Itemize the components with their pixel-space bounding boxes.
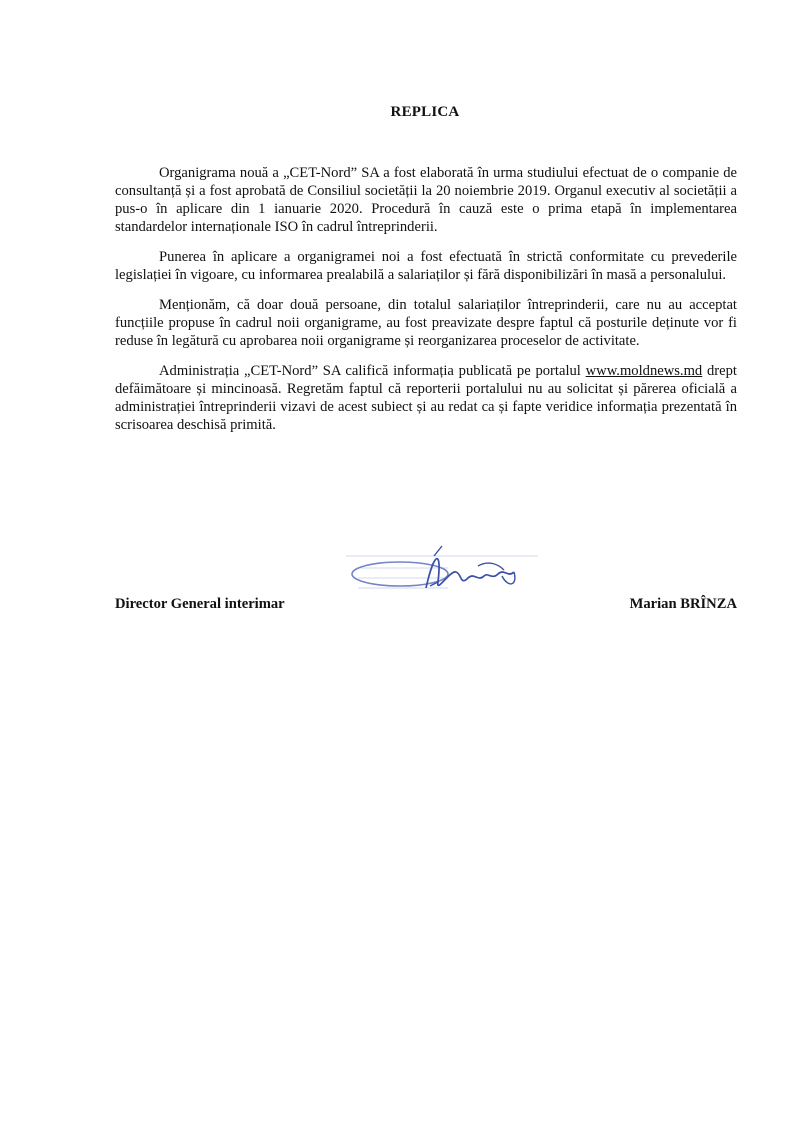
paragraph-3: Menționăm, că doar două persoane, din totalul salariaților întreprinderii, care nu au acceptat funcțiile propuse în cadrul noii organigrame, au fost preavizate despre faptul că posturile deținute vor fi reduse în legătură cu aprobarea noii organigrame și reorganizarea proceselor de activitate.: [115, 297, 737, 349]
paragraph-4-start: Administrația „CET-Nord” SA califică informația publicată pe portalul: [159, 363, 586, 379]
paragraph-4-end: drept defăimătoare și mincinoasă. Regretăm faptul că reporterii portalului nu au solicitat și părerea oficială a administrației întreprinderii vizavi de acest subiect și au redat ca și fapte veridice informația prezentată în scrisoarea deschisă primită.: [115, 363, 737, 433]
signature-line: [115, 596, 737, 613]
signatory-name: Marian BRÎNZA: [629, 596, 737, 612]
moldnews-link[interactable]: www.moldnews.md: [585, 363, 703, 379]
paragraph-2: Punerea în aplicare a organigramei noi a fost efectuată în strictă conformitate cu prevederile legislației în vigoare, cu informarea prealabilă a salariaților și fără disponibilizări în masă a personalului.: [115, 249, 737, 283]
document-title: REPLICA: [390, 104, 460, 120]
signatory-position: Director General interimar: [115, 596, 285, 612]
paragraph-4: [115, 362, 737, 434]
paragraph-1: Organigrama nouă a „CET-Nord” SA a fost elaborată în urma studiului efectuat de o companie de consultanță și a fost aprobată de Consiliul societății la 20 noiembrie 2019. Organul executiv al societății a pus-o în aplicare din 1 ianuarie 2020. Procedură în cauză este o prima etapă în implementarea standardelor internaționale ISO în cadrul întreprinderii.: [115, 165, 737, 235]
document-body: [115, 164, 737, 446]
